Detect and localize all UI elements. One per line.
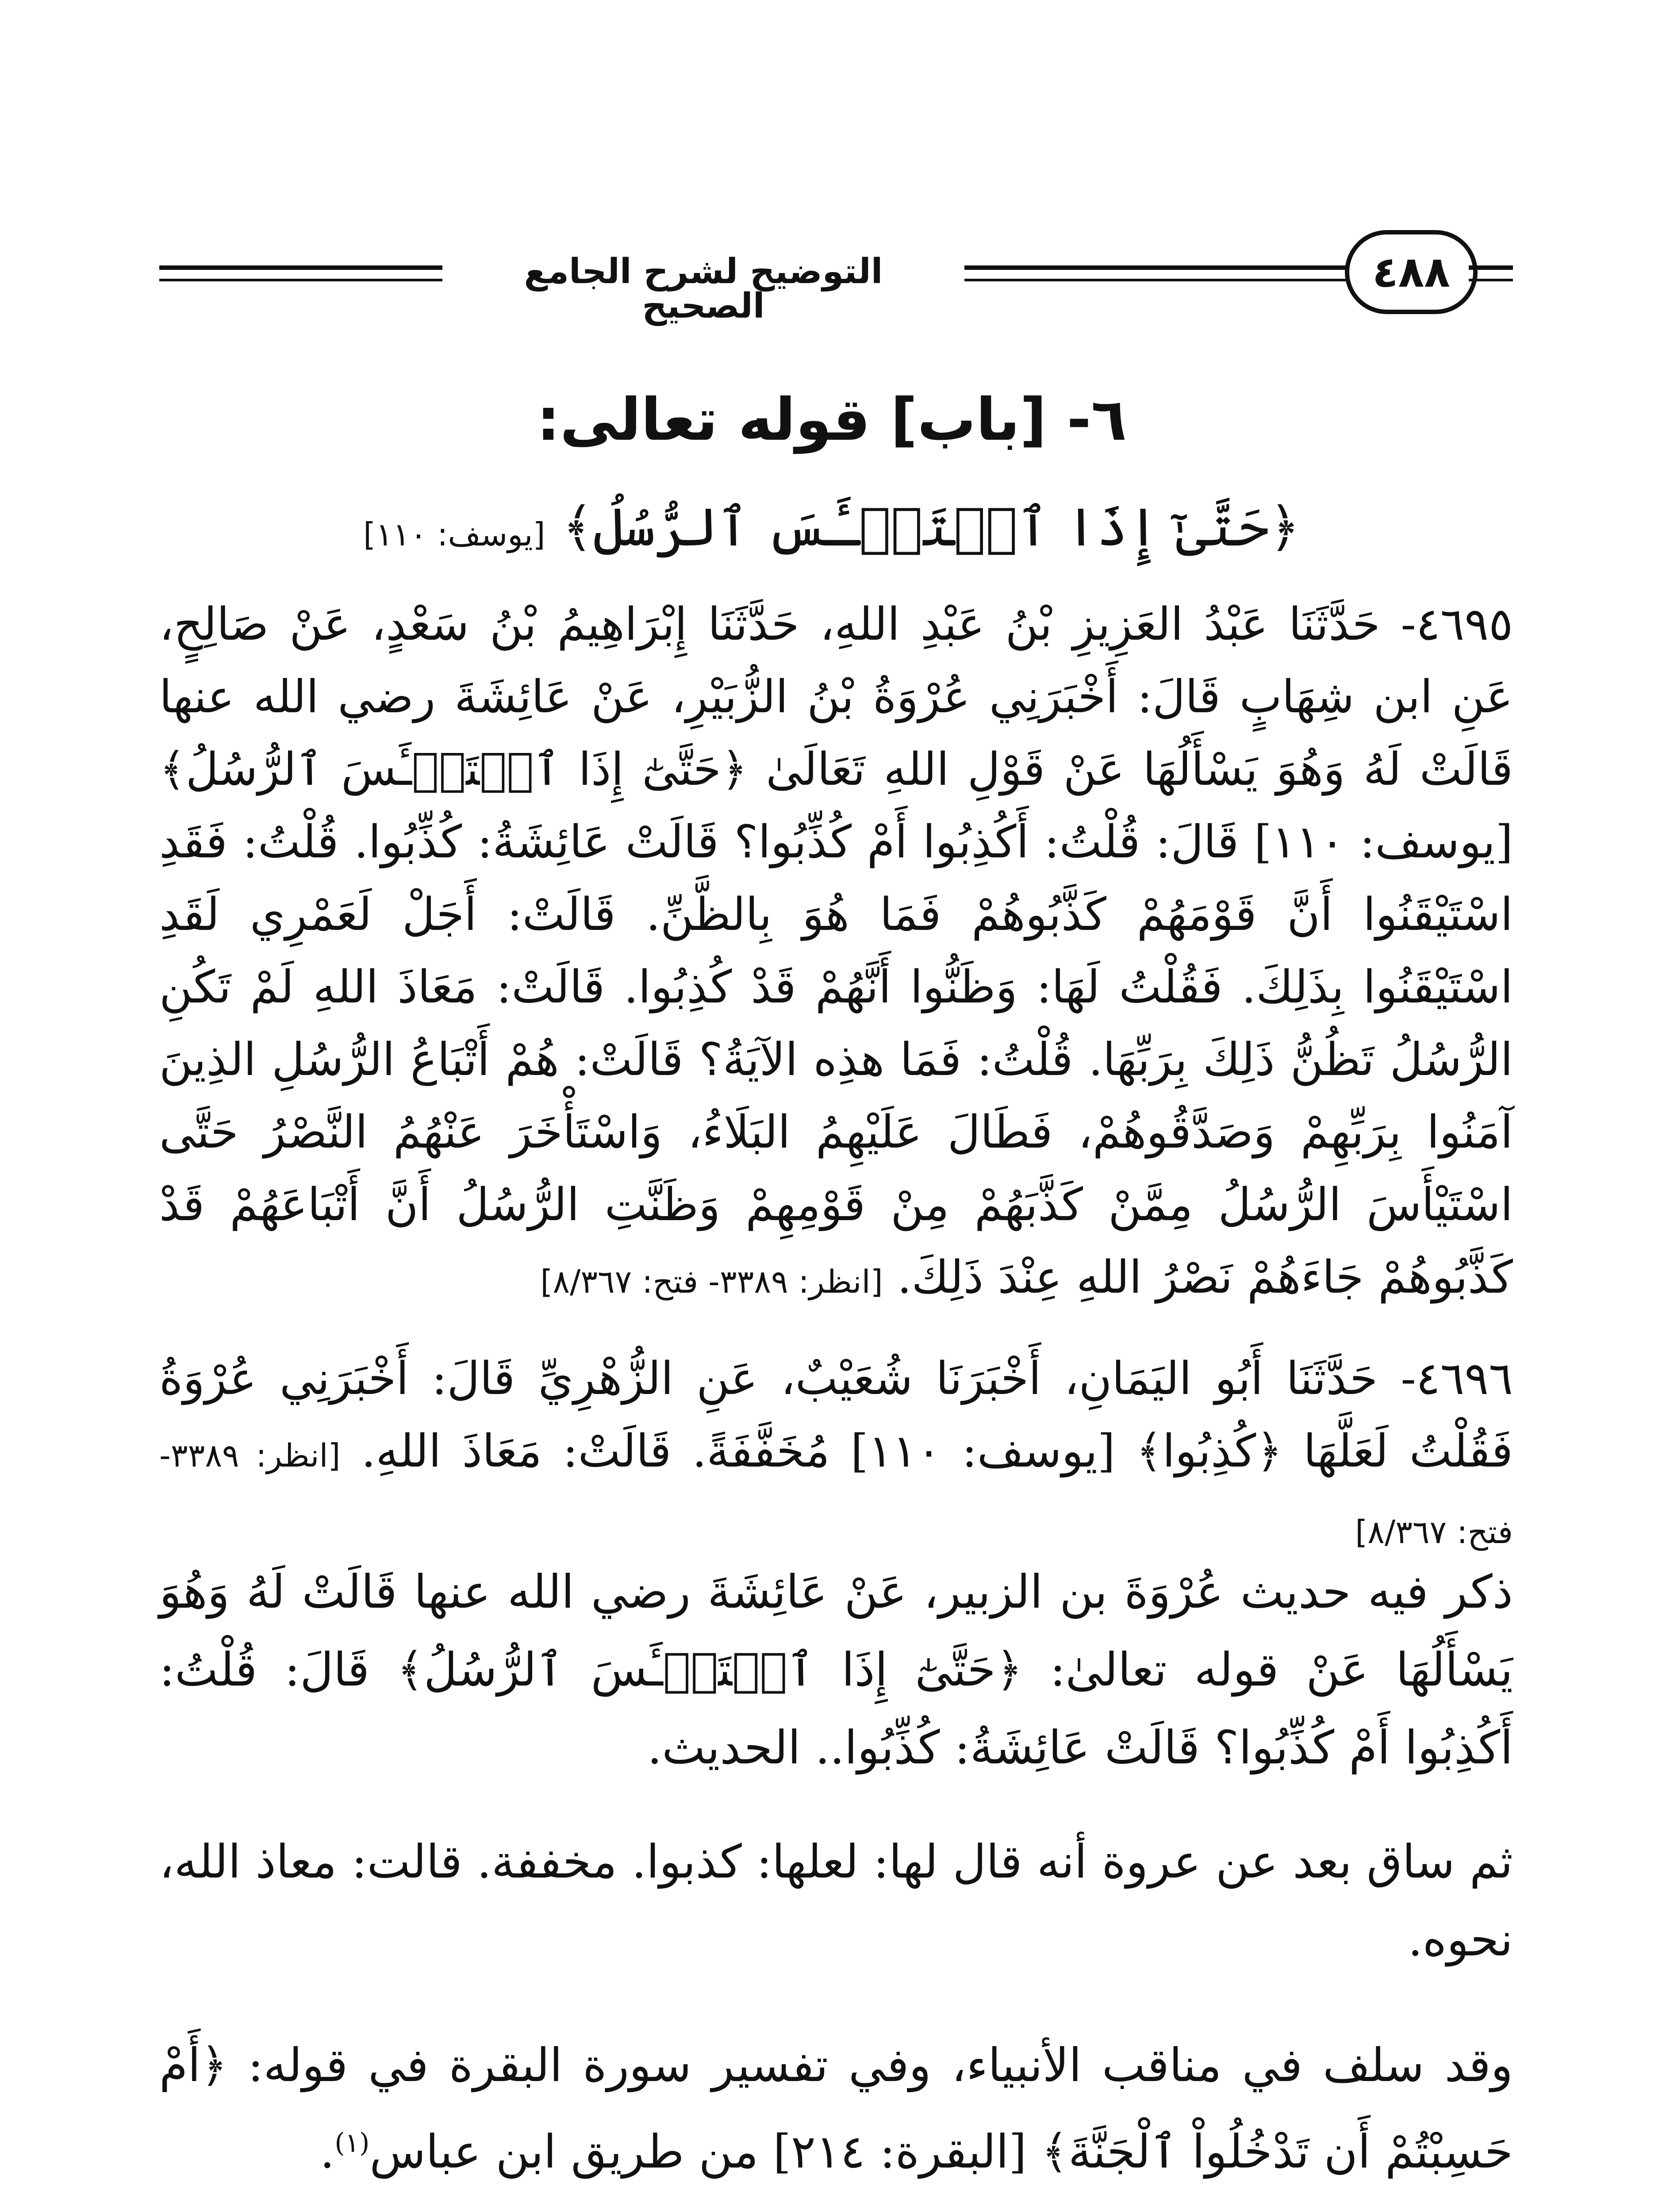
commentary-paragraph-1 — [159, 1553, 1513, 1798]
header-rule-left-top — [159, 265, 442, 270]
page-number-badge: ٤٨٨ — [1345, 230, 1478, 314]
commentary-paragraph-3 — [159, 2026, 1513, 2202]
hadith-cross-reference: [انظر: ٣٣٨٩- فتح: ٨/٣٦٧] — [159, 1437, 1513, 1551]
running-title: التوضيح لشرح الجامع الصحيح — [524, 252, 883, 326]
commentary-paragraph-2 — [159, 1823, 1513, 1990]
running-header — [159, 230, 1513, 326]
header-rule-right-bottom — [1469, 279, 1513, 281]
header-rule-middle-bottom — [964, 279, 1354, 281]
header-rule-middle-top — [964, 265, 1354, 270]
hadith-text: ٤٦٩٥- حَدَّثَنَا عَبْدُ العَزِيزِ بْنُ عَبْدِ اللهِ، حَدَّثَنَا إِبْرَاهِيمُ بْنُ سَعْدٍ، عَنْ صَالِحٍ، عَنِ ابن شِهَابٍ قَالَ: أَخْبَرَنِي عُرْوَةُ بْنُ الزُّبَيْرِ، عَنْ عَائِشَةَ رضي الله عنها قَالَتْ لَهُ وَهُوَ يَسْأَلُهَا عَنْ قَوْلِ اللهِ تَعَالَىٰ ﴿حَتَّىٰٓ إِذَا ٱسۡتَيۡـَٔسَ ٱلرُّسُلُ﴾ [يوسف: ١١٠] قَالَ: قُلْتُ: أَكُذِبُوا أَمْ كُذِّبُوا؟ قَالَتْ عَائِشَةُ: كُذِّبُوا. قُلْتُ: فَقَدِ اسْتَيْقَنُوا أَنَّ قَوْمَهُمْ كَذَّبُوهُمْ فَمَا هُوَ بِالظَّنِّ. قَالَتْ: أَجَلْ لَعَمْرِي لَقَدِ اسْتَيْقَنُوا بِذَلِكَ. فَقُلْتُ لَهَا: وَظَنُّوا أَنَّهُمْ قَدْ كُذِبُوا. قَالَتْ: مَعَاذَ اللهِ لَمْ تَكُنِ الرُّسُلُ تَظُنُّ ذَلِكَ بِرَبِّهَا. قُلْتُ: فَمَا هذِه الآيَةُ؟ قَالَتْ: هُمْ أَتْبَاعُ الرُّسُلِ الذِينَ آمَنُوا بِرَبِّهِمْ وَصَدَّقُوهُمْ، فَطَالَ عَلَيْهِمُ البَلَاءُ، وَاسْتَأْخَرَ عَنْهُمُ النَّصْرُ حَتَّى اسْتَيْأَسَ الرُّسُلُ مِمَّنْ كَذَّبَهُمْ مِنْ قَوْمِهِمْ وَظَنَّتِ الرُّسُلُ أَنَّ أَتْبَاعَهُمْ قَدْ كَذَّبُوهُمْ جَاءَهُمْ نَصْرُ اللهِ عِنْدَ ذَلِكَ. — [159, 598, 1513, 1304]
commentary-end: . — [320, 2124, 335, 2179]
verse-heading — [310, 493, 1354, 562]
verse-reference: [يوسف: ١١٠] — [363, 516, 545, 553]
header-rule-left-bottom — [159, 279, 442, 281]
chapter-title: ٦- [باب] قوله تعالى: — [537, 386, 1127, 454]
verse-text: ﴿حَتَّىٰٓ إِذَا ٱسۡتَيۡـَٔسَ ٱلرُّسُلُ﴾ — [562, 497, 1300, 558]
hadith-4695 — [159, 588, 1513, 1318]
footnote-marker: (١) — [334, 2128, 370, 2158]
hadith-4696 — [159, 1343, 1513, 1568]
hadith-text: ٤٦٩٦- حَدَّثَنَا أَبُو اليَمَانِ، أَخْبَرَنَا شُعَيْبٌ، عَنِ الزُّهْرِيِّ قَالَ: أَخْبَرَنِي عُرْوَةُ فَقُلْتُ لَعَلَّهَا ﴿كُذِبُوا﴾ [يوسف: ١١٠] مُخَفَّفَةً. قَالَتْ: مَعَاذَ اللهِ. — [159, 1352, 1513, 1478]
commentary-text-wrap — [159, 2026, 1513, 2191]
header-rule-right-top — [1469, 265, 1513, 270]
hadith-cross-reference: [انظر: ٣٣٨٩- فتح: ٨/٣٦٧] — [540, 1263, 883, 1300]
commentary-text: وقد سلف في مناقب الأنبياء، وفي تفسير سورة البقرة في قوله: ﴿أَمْ حَسِبْتُمْ أَن تَدْخُلُواْ ٱلْجَنَّةَ﴾ [البقرة: ٢١٤] من طريق ابن عباس — [159, 2038, 1513, 2179]
commentary-text: ذكر فيه حديث عُرْوَةَ بن الزبير، عَنْ عَائِشَةَ رضي الله عنها قَالَتْ لَهُ وَهُوَ يَسْأَلُهَا عَنْ قوله تعالىٰ: ﴿حَتَّىٰٓ إِذَا ٱسۡتَيۡـَٔسَ ٱلرُّسُلُ﴾ قَالَ: قُلْتُ: أَكُذِبُوا أَمْ كُذِّبُوا؟ قَالَتْ عَائِشَةُ: كُذِّبُوا.. الحديث. — [159, 1565, 1513, 1774]
commentary-text: ثم ساق بعد عن عروة أنه قال لها: لعلها: كذبوا. مخففة. قالت: معاذ الله، نحوه. — [159, 1835, 1513, 1966]
